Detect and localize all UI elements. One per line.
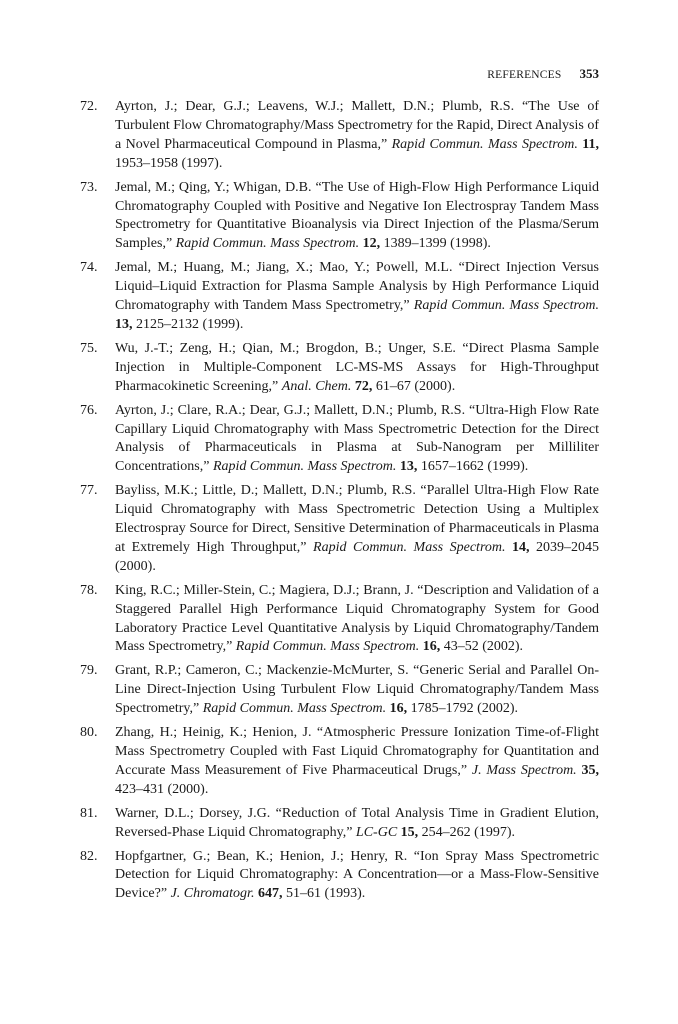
reference-journal: Rapid Commun. Mass Spectrom. bbox=[391, 136, 578, 152]
reference-pages: 43–52 (2002). bbox=[443, 639, 524, 655]
reference-text bbox=[115, 583, 599, 655]
reference-text bbox=[115, 180, 599, 252]
reference-journal: Rapid Commun. Mass Spectrom. bbox=[235, 639, 420, 655]
reference-volume: 35, bbox=[581, 762, 600, 778]
reference-journal: Rapid Commun. Mass Spectrom. bbox=[175, 236, 360, 252]
reference-journal: Rapid Commun. Mass Spectrom. bbox=[313, 539, 506, 555]
reference-title: “Generic Serial and Parallel On-Line Direct-Injection Using Turbulent Flow Liquid Chromatography/Tandem Mass Spectrometry,” bbox=[115, 663, 600, 717]
reference-volume: 12, bbox=[362, 236, 381, 252]
reference-journal: Rapid Commun. Mass Spectrom. bbox=[413, 298, 600, 314]
reference-volume: 72, bbox=[354, 378, 373, 394]
reference-text bbox=[115, 260, 599, 332]
reference-pages: 254–262 (1997). bbox=[421, 824, 515, 840]
reference-item bbox=[74, 805, 599, 843]
reference-pages: 1785–1792 (2002). bbox=[410, 701, 518, 717]
reference-volume: 13, bbox=[115, 316, 133, 332]
reference-authors: Jemal, M.; Huang, M.; Jiang, X.; Mao, Y.; Powell, M.L. bbox=[115, 260, 453, 276]
reference-number: 76. bbox=[80, 402, 98, 418]
reference-text bbox=[115, 725, 599, 797]
reference-pages: 2039–2045 (2000). bbox=[115, 539, 600, 574]
reference-pages: 1657–1662 (1999). bbox=[420, 459, 529, 475]
reference-text bbox=[115, 483, 599, 574]
reference-title: “The Use of Turbulent Flow Chromatography/Mass Spectrometry for the Rapid, Direct Analysis of a Novel Pharmaceutical Compound in Plasma,” bbox=[115, 99, 599, 152]
reference-title: “Description and Validation of a Staggered Parallel High Performance Liquid Chromatography System for Good Laboratory Practice Level Quantitative Analysis by Liquid Chromatography/Tandem Mass Spectrometry,” bbox=[115, 582, 600, 655]
reference-item bbox=[74, 662, 599, 719]
reference-number: 79. bbox=[80, 663, 98, 679]
reference-authors: Warner, D.L.; Dorsey, J.G. bbox=[115, 805, 271, 821]
reference-title: “Parallel Ultra-High Flow Rate Liquid Chromatography with Mass Spectrometric Detection Using a Multiplex Electrospray Source for Direct, Sensitive Determination of Pharmaceuticals in Plasma at Extremely High Throughput,” bbox=[115, 483, 600, 555]
reference-number: 73. bbox=[80, 179, 98, 195]
reference-title: “Ion Spray Mass Spectrometric Detection for Liquid Chromatography: A Concentration—or a Mass-Flow-Sensitive Device?” bbox=[115, 848, 599, 902]
reference-volume: 16, bbox=[422, 639, 441, 655]
reference-authors: Grant, R.P.; Cameron, C.; Mackenzie-McMurter, S. bbox=[115, 663, 409, 679]
reference-authors: Jemal, M.; Qing, Y.; Whigan, D.B. bbox=[115, 179, 312, 195]
reference-text bbox=[115, 663, 599, 716]
reference-authors: King, R.C.; Miller-Stein, C.; Magiera, D.J.; Brann, J. bbox=[115, 582, 414, 598]
reference-journal: J. Chromatogr. bbox=[170, 886, 255, 902]
reference-item bbox=[74, 582, 599, 658]
reference-journal: LC-GC bbox=[355, 824, 398, 840]
running-head bbox=[487, 66, 599, 82]
reference-title: “Reduction of Total Analysis Time in Gradient Elution, Reversed-Phase Liquid Chromatography,” bbox=[115, 805, 600, 840]
reference-volume: 15, bbox=[400, 824, 419, 840]
reference-volume: 11, bbox=[582, 136, 599, 152]
reference-authors: Ayrton, J.; Dear, G.J.; Leavens, W.J.; Mallett, D.N.; Plumb, R.S. bbox=[115, 99, 515, 114]
reference-pages: 2125–2132 (1999). bbox=[136, 316, 244, 332]
reference-number: 72. bbox=[80, 99, 98, 114]
reference-volume: 14, bbox=[512, 539, 530, 555]
reference-item bbox=[74, 179, 599, 255]
reference-number: 78. bbox=[80, 582, 98, 598]
reference-journal: Rapid Commun. Mass Spectrom. bbox=[202, 701, 387, 717]
reference-volume: 16, bbox=[389, 701, 408, 717]
reference-number: 74. bbox=[80, 260, 98, 276]
page-number: 353 bbox=[579, 66, 599, 81]
reference-item bbox=[74, 98, 599, 174]
reference-text bbox=[115, 806, 599, 840]
reference-text bbox=[115, 849, 599, 902]
reference-authors: Ayrton, J.; Clare, R.A.; Dear, G.J.; Mallett, D.N.; Plumb, R.S. bbox=[115, 402, 466, 418]
reference-number: 82. bbox=[80, 848, 98, 864]
reference-title: “Direct Injection Versus Liquid–Liquid Extraction for Plasma Sample Analysis by High Performance Liquid Chromatography with Tandem Mass Spectrometry,” bbox=[115, 260, 600, 314]
reference-item bbox=[74, 482, 599, 577]
reference-pages: 423–431 (2000). bbox=[115, 781, 209, 797]
reference-authors: Wu, J.-T.; Zeng, H.; Qian, M.; Brogdon, B.; Unger, S.E. bbox=[115, 340, 456, 356]
reference-list bbox=[74, 98, 599, 909]
reference-number: 75. bbox=[80, 340, 98, 356]
reference-item bbox=[74, 724, 599, 800]
reference-pages: 1389–1399 (1998). bbox=[383, 236, 491, 252]
reference-title: “Atmospheric Pressure Ionization Time-of-Flight Mass Spectrometry Coupled with Fast Liquid Chromatography for Quantitation and Accurate Mass Measurement of Five Pharmaceutical Drugs,” bbox=[115, 725, 600, 778]
reference-pages: 51–61 (1993). bbox=[285, 886, 366, 902]
reference-text bbox=[115, 341, 599, 394]
reference-item bbox=[74, 340, 599, 397]
reference-authors: Zhang, H.; Heinig, K.; Henion, J. bbox=[115, 725, 312, 741]
reference-title: “Direct Plasma Sample Injection in Multiple-Component LC-MS-MS Assays for High-Throughput Pharmacokinetic Screening,” bbox=[115, 340, 599, 394]
reference-item bbox=[74, 848, 599, 905]
reference-pages: 61–67 (2000). bbox=[375, 378, 456, 394]
reference-journal: J. Mass Spectrom. bbox=[471, 762, 577, 778]
reference-authors: Bayliss, M.K.; Little, D.; Mallett, D.N.; Plumb, R.S. bbox=[115, 483, 416, 499]
reference-title: “Ultra-High Flow Rate Capillary Liquid Chromatography with Mass Spectrometric Detection for the Direct Analysis of Pharmaceuticals in Plasma at Sub-Nanogram per Milliliter Concentrations,” bbox=[115, 402, 599, 475]
reference-number: 77. bbox=[80, 483, 98, 499]
reference-item bbox=[74, 402, 599, 478]
running-title: REFERENCES bbox=[487, 69, 562, 81]
reference-volume: 13, bbox=[399, 459, 418, 475]
reference-authors: Hopfgartner, G.; Bean, K.; Henion, J.; Henry, R. bbox=[115, 848, 408, 864]
reference-item bbox=[74, 259, 599, 335]
reference-title: “The Use of High-Flow High Performance Liquid Chromatography Coupled with Positive and Negative Ion Electrospray Tandem Mass Spectrometry for Quantitative Bioanalysis via Direct Injection of the Plasma/Serum Samples,” bbox=[115, 179, 599, 252]
reference-pages: 1953–1958 (1997). bbox=[115, 155, 223, 171]
reference-journal: Anal. Chem. bbox=[281, 378, 352, 394]
reference-volume: 647, bbox=[257, 886, 283, 902]
reference-number: 80. bbox=[80, 725, 98, 741]
reference-text bbox=[115, 99, 599, 171]
reference-text bbox=[115, 403, 599, 475]
reference-journal: Rapid Commun. Mass Spectrom. bbox=[212, 459, 397, 475]
reference-number: 81. bbox=[80, 805, 98, 821]
